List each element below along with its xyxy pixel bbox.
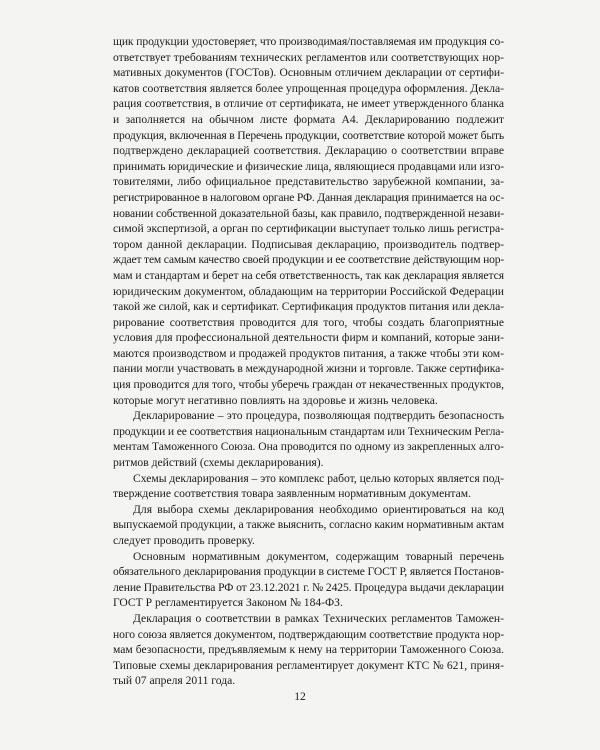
text-line: такой же силой, как и сертификат. Сертификация продуктов питания или декла-	[113, 300, 504, 314]
paragraph	[113, 502, 504, 549]
text-line: и заполняется на обычном листе формата А4. Декларированию подлежит	[113, 112, 504, 126]
text-line: рирование соответствия проводится для того, чтобы создать благоприятные	[113, 315, 504, 329]
text-line: ответствует требованиям технических регламентов или соответствующих нор-	[113, 50, 504, 64]
text-line: ление Правительства РФ от 23.12.2021 г. № 2425. Процедура выдачи декларации	[113, 580, 504, 594]
paragraph	[113, 408, 504, 470]
text-line: юридическим документом, обладающим на территории Российской Федерации	[113, 284, 504, 298]
text-line: Для выбора схемы декларирования необходимо ориентироваться на код	[133, 502, 504, 516]
text-line: выпускаемой продукции, а также выяснить, согласно каким нормативным актам	[113, 518, 504, 532]
paragraph	[113, 34, 504, 408]
text-line: маются производством и продажей продуктов питания, а также чтобы эти ком-	[113, 346, 504, 360]
text-line: принимать юридические и физические лица, являющиеся продавцами или изго-	[113, 159, 504, 173]
body-text	[113, 34, 504, 689]
text-line: Декларирование – это процедура, позволяющая подтвердить безопасность	[133, 409, 504, 423]
text-line: ГОСТ Р регламентируется Законом № 184-ФЗ.	[113, 596, 343, 610]
text-line: продукция, включенная в Перечень продукции, соответствие которой может быть	[113, 128, 504, 142]
text-line: рация соответствия, в отличие от сертификата, не имеет утвержденного бланка	[113, 97, 504, 111]
text-line: катов соответствия является более упрощенная процедура оформления. Декла-	[113, 81, 504, 95]
text-line: Декларация о соответствии в рамках Технических регламентов Таможен-	[133, 611, 504, 625]
text-line: мам и стандартам и берет на себя ответственность, так как декларация является	[113, 268, 504, 282]
text-line: обязательного декларирования продукции в системе ГОСТ Р, является Постанов-	[113, 565, 504, 579]
text-line: товителями, либо официальное представительство зарубежной компании, за-	[113, 175, 504, 189]
text-line: тый 07 апреля 2011 года.	[113, 674, 236, 688]
text-line: Основным нормативным документом, содержащим товарный перечень	[133, 549, 504, 563]
text-line: ного союза является документом, подтверждающим соответствие продукта нор-	[113, 627, 504, 641]
text-line: которые могут негативно повлиять на здоровье и жизнь человека.	[113, 393, 438, 407]
paragraph	[113, 471, 504, 502]
text-line: ждает тем самым качество своей продукции и ее соответствие действующим нор-	[113, 253, 504, 267]
text-line: ция проводится для того, чтобы уберечь граждан от некачественных продуктов,	[113, 378, 504, 392]
text-line: ментам Таможенного Союза. Она проводится по одному из закрепленных алго-	[113, 440, 504, 454]
text-line: следует проводить проверку.	[113, 534, 255, 547]
text-line: пании могли участвовать в международной жизни и торговле. Также сертифика-	[113, 362, 504, 376]
text-line: Типовые схемы декларирования регламентирует документ КТС № 621, приня-	[113, 658, 504, 672]
text-line: продукции и ее соответствия национальным стандартам или Техническим Регла-	[113, 424, 504, 438]
text-line: условия для профессиональной деятельности фирм и компаний, которые зани-	[113, 331, 504, 345]
paragraph	[113, 611, 504, 689]
text-line: щик продукции удостоверяет, что производимая/поставляемая им продукция со-	[113, 35, 504, 48]
text-line: новании собственной доказательной базы, как правило, подтвержденной незави-	[113, 206, 504, 220]
text-line: мативных документов (ГОСТов). Основным отличием декларации от сертифи-	[113, 66, 504, 80]
text-line: тором данной декларации. Подписывая декларацию, производитель подтвер-	[113, 237, 504, 251]
text-line: симой экспертизой, а орган по сертификации выступает только лишь регистра-	[113, 222, 504, 236]
text-line: Схемы декларирования – это комплекс работ, целью которых является под-	[133, 471, 504, 485]
paragraph	[113, 549, 504, 611]
text-line: регистрированное в налоговом органе РФ. Данная декларация принимается на ос-	[113, 190, 504, 204]
text-line: мам безопасности, предъявляемым к нему на территории Таможенного Союза.	[113, 643, 504, 657]
text-line: тверждение соответствия товара заявленным нормативным документам.	[113, 487, 472, 501]
page-number: 12	[294, 690, 306, 703]
text-line: ритмов действий (схемы декларирования).	[113, 456, 324, 470]
text-line: подтверждено декларацией соответствия. Декларацию о соответствии вправе	[113, 144, 504, 158]
